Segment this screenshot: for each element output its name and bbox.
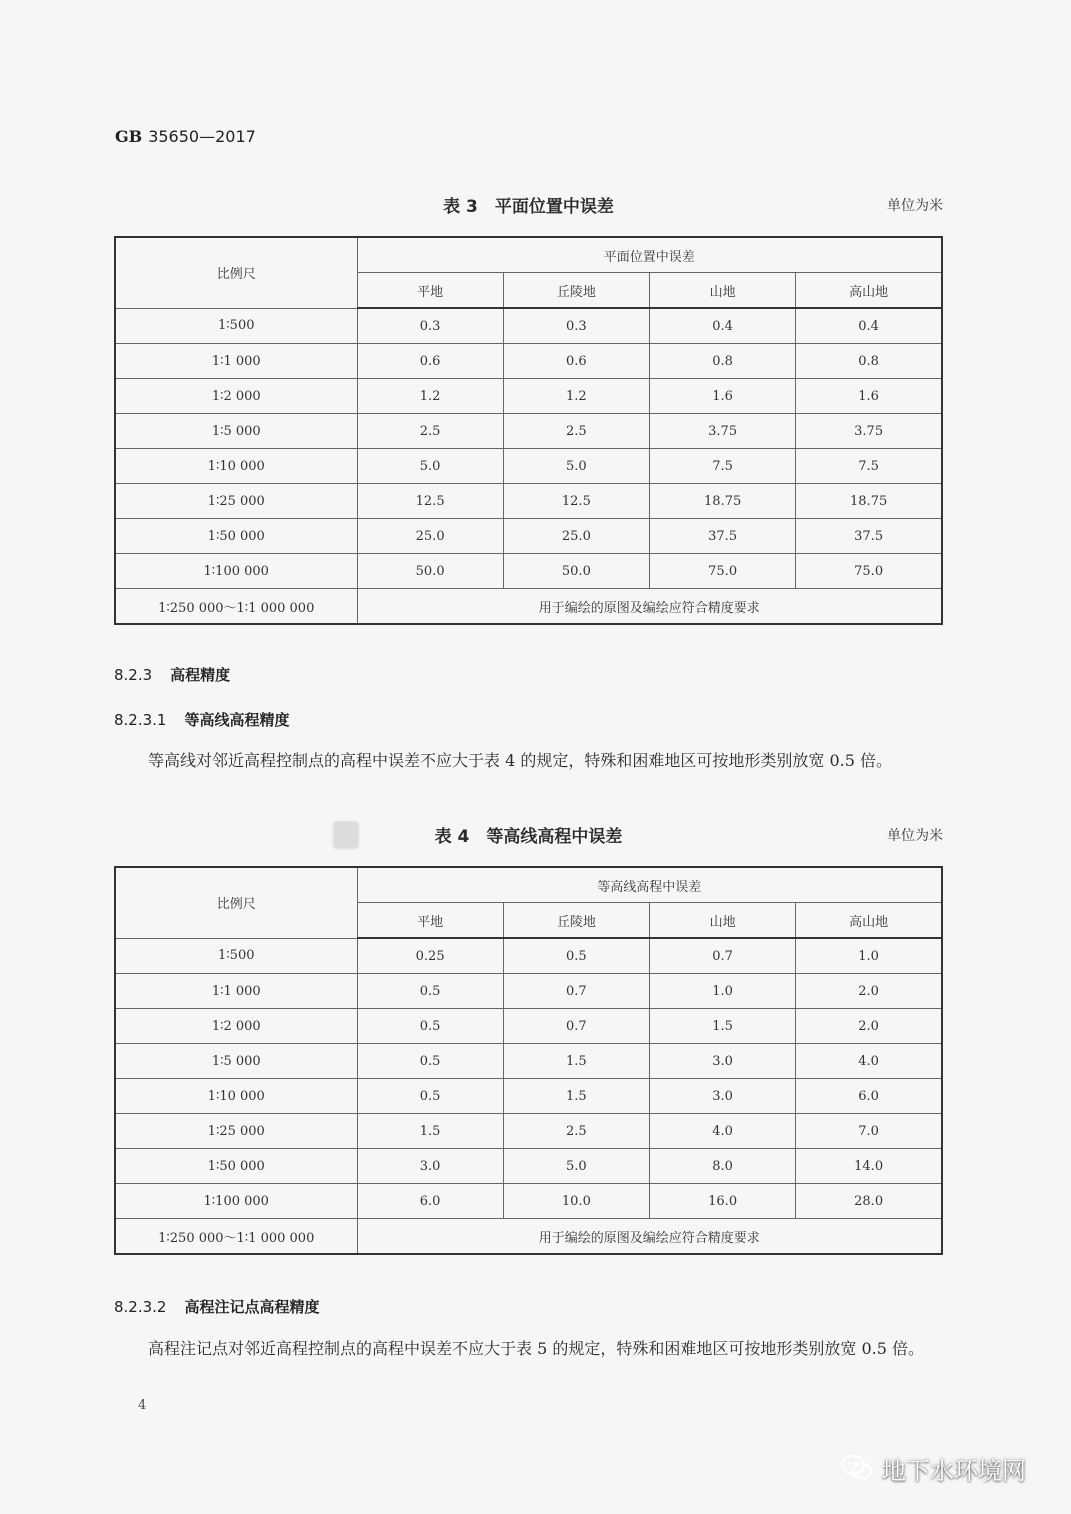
- table4-last-note: 用于编绘的原图及编绘应符合精度要求: [357, 1219, 942, 1255]
- section-number: 8.2.3.2: [114, 1298, 167, 1316]
- scale-cell: 1∶500: [115, 938, 357, 974]
- table-row: [115, 554, 942, 589]
- value-cell: 5.0: [503, 449, 649, 484]
- value-cell: 37.5: [650, 519, 796, 554]
- value-cell: 1.5: [357, 1114, 503, 1149]
- table-row: [115, 449, 942, 484]
- value-cell: 5.0: [503, 1149, 649, 1184]
- table-row: [115, 974, 942, 1009]
- value-cell: 0.4: [796, 308, 942, 344]
- table4-caption: [114, 820, 943, 848]
- table3-title: 表 3 平面位置中误差: [443, 197, 614, 217]
- table3-last-scale: 1∶250 000～1∶1 000 000: [115, 589, 357, 625]
- value-cell: 3.0: [357, 1149, 503, 1184]
- value-cell: 3.0: [650, 1044, 796, 1079]
- table4-terrain-header: 山地: [650, 903, 796, 939]
- value-cell: 1.0: [650, 974, 796, 1009]
- value-cell: 3.0: [650, 1079, 796, 1114]
- value-cell: 7.5: [650, 449, 796, 484]
- table4-terrain-header: 高山地: [796, 903, 942, 939]
- standard-code: [115, 127, 256, 146]
- table3-last-note: 用于编绘的原图及编绘应符合精度要求: [357, 589, 942, 625]
- value-cell: 75.0: [650, 554, 796, 589]
- section-number: 8.2.3: [114, 666, 153, 684]
- value-cell: 37.5: [796, 519, 942, 554]
- section-8-2-3-2-text: 高程注记点对邻近高程控制点的高程中误差不应大于表 5 的规定，特殊和困难地区可按地形类别放宽 0.5 倍。: [148, 1339, 924, 1358]
- value-cell: 0.7: [650, 938, 796, 974]
- table3-terrain-header: 高山地: [796, 273, 942, 309]
- scale-cell: 1∶100 000: [115, 554, 357, 589]
- value-cell: 16.0: [650, 1184, 796, 1219]
- value-cell: 50.0: [357, 554, 503, 589]
- scale-cell: 1∶50 000: [115, 519, 357, 554]
- table4-terrain-header: 平地: [357, 903, 503, 939]
- scale-cell: 1∶10 000: [115, 1079, 357, 1114]
- table-row: [115, 938, 942, 974]
- scale-cell: 1∶25 000: [115, 484, 357, 519]
- table-row: [115, 519, 942, 554]
- table4-scale-header: 比例尺: [115, 867, 357, 938]
- wechat-icon: [840, 1453, 874, 1483]
- value-cell: 7.5: [796, 449, 942, 484]
- value-cell: 3.75: [650, 414, 796, 449]
- table4-terrain-header: 丘陵地: [503, 903, 649, 939]
- scale-cell: 1∶5 000: [115, 414, 357, 449]
- scale-cell: 1∶1 000: [115, 344, 357, 379]
- scale-cell: 1∶100 000: [115, 1184, 357, 1219]
- scale-cell: 1∶25 000: [115, 1114, 357, 1149]
- table3: [114, 236, 943, 625]
- table-row: [115, 1149, 942, 1184]
- value-cell: 1.5: [503, 1044, 649, 1079]
- scale-cell: 1∶1 000: [115, 974, 357, 1009]
- table-row: [115, 484, 942, 519]
- value-cell: 14.0: [796, 1149, 942, 1184]
- table3-unit: 单位为米: [887, 198, 943, 214]
- value-cell: 18.75: [796, 484, 942, 519]
- value-cell: 25.0: [503, 519, 649, 554]
- scale-cell: 1∶5 000: [115, 1044, 357, 1079]
- table4-group-header: 等高线高程中误差: [357, 867, 942, 903]
- section-title: 高程精度: [170, 666, 231, 684]
- table4-last-scale: 1∶250 000～1∶1 000 000: [115, 1219, 357, 1255]
- table3-terrain-header: 山地: [650, 273, 796, 309]
- value-cell: 0.5: [503, 938, 649, 974]
- value-cell: 0.7: [503, 1009, 649, 1044]
- value-cell: 28.0: [796, 1184, 942, 1219]
- value-cell: 0.5: [357, 1079, 503, 1114]
- table3-group-header: 平面位置中误差: [357, 237, 942, 273]
- table-row: [115, 1009, 942, 1044]
- value-cell: 0.7: [503, 974, 649, 1009]
- value-cell: 2.0: [796, 974, 942, 1009]
- value-cell: 4.0: [650, 1114, 796, 1149]
- value-cell: 25.0: [357, 519, 503, 554]
- value-cell: 8.0: [650, 1149, 796, 1184]
- table4-title: 表 4 等高线高程中误差: [434, 827, 623, 847]
- value-cell: 4.0: [796, 1044, 942, 1079]
- table3-terrain-header: 平地: [357, 273, 503, 309]
- watermark: [840, 1448, 1026, 1488]
- section-8-2-3-1-heading: [114, 709, 290, 730]
- scale-cell: 1∶10 000: [115, 449, 357, 484]
- value-cell: 18.75: [650, 484, 796, 519]
- section-8-2-3-heading: [114, 664, 230, 685]
- value-cell: 0.6: [357, 344, 503, 379]
- value-cell: 0.4: [650, 308, 796, 344]
- value-cell: 75.0: [796, 554, 942, 589]
- table-row: [115, 1079, 942, 1114]
- value-cell: 3.75: [796, 414, 942, 449]
- value-cell: 1.2: [357, 379, 503, 414]
- scale-cell: 1∶2 000: [115, 379, 357, 414]
- value-cell: 1.5: [503, 1079, 649, 1114]
- scale-cell: 1∶2 000: [115, 1009, 357, 1044]
- value-cell: 1.5: [650, 1009, 796, 1044]
- value-cell: 2.5: [503, 414, 649, 449]
- value-cell: 1.0: [796, 938, 942, 974]
- table-row: [115, 414, 942, 449]
- value-cell: 0.6: [503, 344, 649, 379]
- value-cell: 10.0: [503, 1184, 649, 1219]
- table-row: [115, 308, 942, 344]
- section-number: 8.2.3.1: [114, 711, 167, 729]
- table-row: [115, 344, 942, 379]
- value-cell: 7.0: [796, 1114, 942, 1149]
- value-cell: 0.8: [650, 344, 796, 379]
- table3-terrain-header: 丘陵地: [503, 273, 649, 309]
- table-row: [115, 1184, 942, 1219]
- value-cell: 0.5: [357, 1044, 503, 1079]
- page-number: 4: [138, 1398, 147, 1413]
- standard-number: 35650—2017: [148, 127, 256, 146]
- section-8-2-3-2-heading: [114, 1296, 320, 1317]
- section-title: 等高线高程精度: [184, 711, 290, 729]
- table-row: [115, 1114, 942, 1149]
- standard-prefix: GB: [115, 127, 143, 146]
- scale-cell: 1∶50 000: [115, 1149, 357, 1184]
- value-cell: 1.6: [650, 379, 796, 414]
- watermark-text: 地下水环境网: [882, 1456, 1026, 1485]
- section-8-2-3-1-text: 等高线对邻近高程控制点的高程中误差不应大于表 4 的规定，特殊和困难地区可按地形类别放宽 0.5 倍。: [148, 751, 892, 770]
- value-cell: 0.5: [357, 1009, 503, 1044]
- value-cell: 6.0: [357, 1184, 503, 1219]
- value-cell: 0.25: [357, 938, 503, 974]
- table3-caption: [114, 190, 943, 218]
- value-cell: 0.8: [796, 344, 942, 379]
- table4: [114, 866, 943, 1255]
- value-cell: 6.0: [796, 1079, 942, 1114]
- section-title: 高程注记点高程精度: [184, 1298, 320, 1316]
- table-row: [115, 379, 942, 414]
- table4-unit: 单位为米: [887, 828, 943, 844]
- table3-scale-header: 比例尺: [115, 237, 357, 308]
- value-cell: 2.5: [357, 414, 503, 449]
- value-cell: 2.0: [796, 1009, 942, 1044]
- value-cell: 5.0: [357, 449, 503, 484]
- value-cell: 12.5: [503, 484, 649, 519]
- table-row: [115, 1044, 942, 1079]
- value-cell: 1.2: [503, 379, 649, 414]
- value-cell: 12.5: [357, 484, 503, 519]
- scale-cell: 1∶500: [115, 308, 357, 344]
- value-cell: 1.6: [796, 379, 942, 414]
- value-cell: 50.0: [503, 554, 649, 589]
- value-cell: 0.5: [357, 974, 503, 1009]
- value-cell: 0.3: [503, 308, 649, 344]
- value-cell: 0.3: [357, 308, 503, 344]
- value-cell: 2.5: [503, 1114, 649, 1149]
